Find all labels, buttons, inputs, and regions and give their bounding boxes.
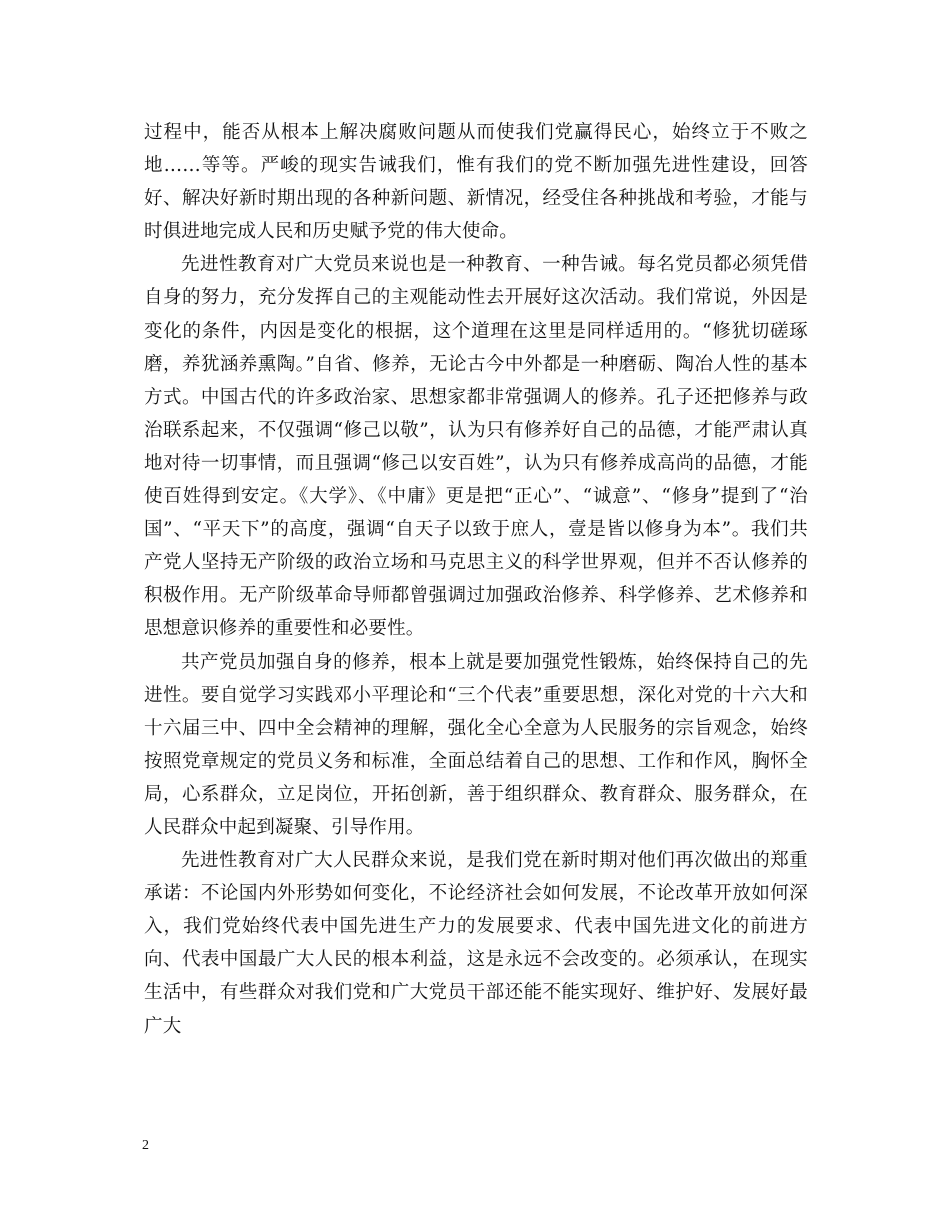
paragraph-continued: 过程中，能否从根本上解决腐败问题从而使我们党赢得民心，始终立于不败之地……等等。严峻的现实告诫我们，惟有我们的党不断加强先进性建设，回答好、解决好新时期出现的各种新问题、新情况，经受住各种挑战和考验，才能与时俱进地完成人民和历史赋予党的伟大使命。 [144,122,808,243]
paragraph: 先进性教育对广大人民群众来说，是我们党在新时期对他们再次做出的郑重承诺：不论国内外形势如何变化，不论经济社会如何发展，不论改革开放如何深入，我们党始终代表中国先进生产力的发展要求、代表中国先进文化的前进方向、代表中国最广大人民的根本利益，这是永远不会改变的。必须承认，在现实生活中，有些群众对我们党和广大党员干部还能不能实现好、维护好、发展好最广大 [144,850,808,1037]
page-number: 2 [142,1138,149,1153]
paragraph: 先进性教育对广大党员来说也是一种教育、一种告诫。每名党员都必须凭借自身的努力，充分发挥自己的主观能动性去开展好这次活动。我们常说，外因是变化的条件，内因是变化的根据，这个道理在这里是同样适用的。“修犹切磋琢磨，养犹涵养熏陶。”自省、修养，无论古今中外都是一种磨砺、陶冶人性的基本方式。中国古代的许多政治家、思想家都非常强调人的修养。孔子还把修养与政治联系起来，不仅强调“修己以敬”，认为只有修养好自己的品德，才能严肃认真地对待一切事情，而且强调“修己以安百姓”，认为只有修养成高尚的品德，才能使百姓得到安定。《大学》、《中庸》更是把“正心”、“诚意”、“修身”提到了“治国”、“平天下”的高度，强调“自天子以致于庶人，壹是皆以修身为本”。我们共产党人坚持无产阶级的政治立场和马克思主义的科学世界观，但并不否认修养的积极作用。无产阶级革命导师都曾强调过加强政治修养、科学修养、艺术修养和思想意识修养的重要性和必要性。 [144,254,808,640]
document-body [144,116,808,1043]
paragraph: 共产党员加强自身的修养，根本上就是要加强党性锻炼，始终保持自己的先进性。要自觉学习实践邓小平理论和“三个代表”重要思想，深化对党的十六大和十六届三中、四中全会精神的理解，强化全心全意为人民服务的宗旨观念，始终按照党章规定的党员义务和标准，全面总结着自己的思想、工作和作风，胸怀全局，心系群众，立足岗位，开拓创新，善于组织群众、教育群众、服务群众，在人民群众中起到凝聚、引导作用。 [144,651,808,838]
